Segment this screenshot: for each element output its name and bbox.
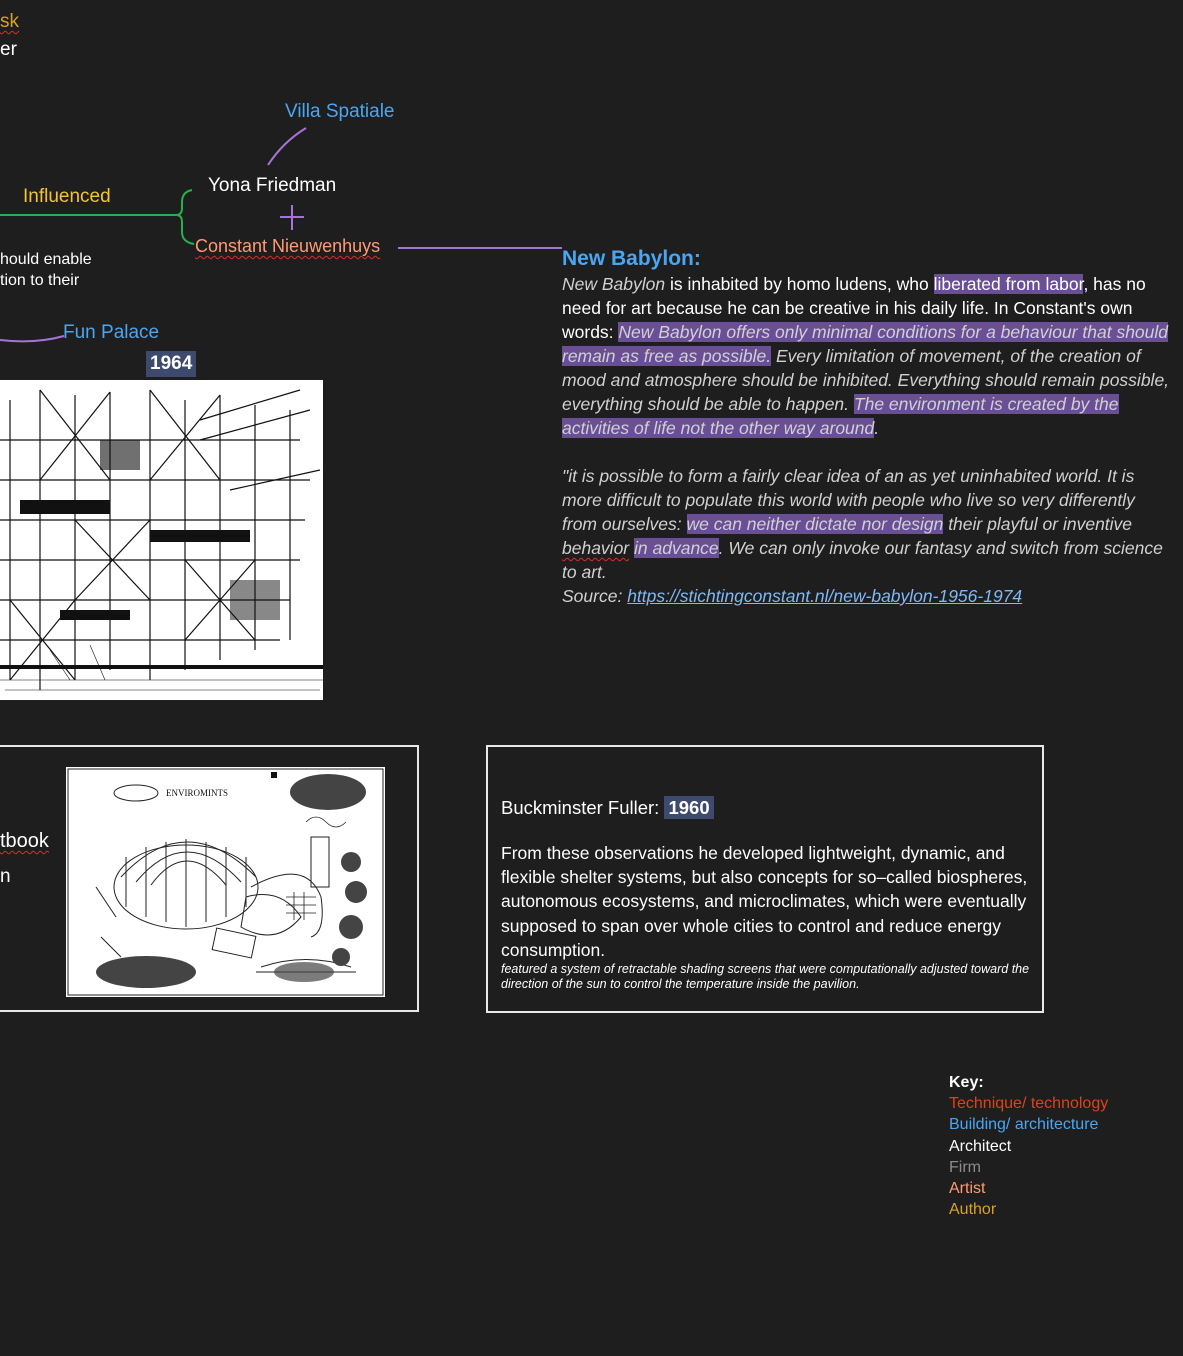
villa-spatiale-connector [268, 128, 306, 165]
legend-item-technique: Technique/ technology [949, 1095, 1109, 1113]
partial-label: er [0, 39, 17, 60]
text-run: , has no need for art because he can be creative in his daily life. In Constant's own words: [562, 274, 1146, 342]
constant-nieuwenhuys-label: Constant Nieuwenhuys [195, 236, 381, 256]
legend-item-artist: Artist [949, 1180, 986, 1198]
yona-friedman-label: Yona Friedman [208, 175, 337, 196]
text-run-behavior: behavior [562, 538, 630, 558]
text-run: . We can only invoke our fantasy and switch from science to art. [562, 538, 1163, 582]
year-badge-1960: 1960 [664, 796, 713, 819]
villa-spatiale-label: Villa Spatiale [285, 101, 395, 122]
legend-title: Key: [949, 1074, 984, 1091]
source-label: Source: [562, 586, 628, 606]
text-run: . [874, 418, 880, 438]
enviromints-title: ENVIROMINTS [166, 788, 228, 798]
buckminster-fuller-content [501, 795, 1031, 992]
enviromints-sketch-image [66, 767, 385, 997]
new-babylon-quote [562, 464, 1170, 584]
partial-label: n [0, 866, 11, 887]
legend-item-author: Author [949, 1201, 997, 1219]
buckminster-fuller-body: From these observations he developed lightweight, dynamic, and flexible shelter systems, but also concepts for so–called biospheres, autonomous ecosystems, and microclimates, which were eventually supposed to span over whole cities to control and reduce energy consumption. [501, 843, 1028, 960]
enviromints-drawing [66, 767, 385, 997]
legend-item-building: Building/ architecture [949, 1116, 1099, 1134]
influenced-label: Influenced [23, 186, 111, 207]
fun-palace-drawing [0, 380, 323, 700]
new-babylon-paragraph [562, 272, 1170, 440]
legend-key [949, 1072, 1108, 1220]
buckminster-fuller-heading [501, 795, 1031, 821]
year-badge-1964: 1964 [146, 351, 196, 377]
buckminster-fuller-label: Buckminster Fuller: [501, 797, 660, 818]
source-link[interactable]: https://stichtingconstant.nl/new-babylon-1956-1974 [627, 586, 1023, 606]
highlight-quote-1: New Babylon offers only minimal conditions for a behaviour that should remain as free as possible. [562, 322, 1169, 366]
highlight-quote-2: The environment is created by the activities of life not the other way around [562, 394, 1119, 438]
new-babylon-note [562, 246, 1170, 608]
legend-item-firm: Firm [949, 1158, 981, 1176]
highlight-advance: in advance [634, 538, 719, 558]
text-run: their playful or inventive [943, 514, 1133, 534]
partial-line-1: hould enable [0, 251, 92, 268]
fun-palace-sketch-image [0, 380, 323, 700]
new-babylon-title: New Babylon: [562, 247, 701, 270]
influence-brace [176, 190, 194, 244]
partial-label-author: sk [0, 11, 19, 32]
source-line [562, 584, 1170, 608]
buckminster-fuller-caption: featured a system of retractable shading screens that were computationally adjusted toward the direction of the sun to control the temperature inside the pavilion. [501, 962, 1030, 992]
text-run: is inhabited by homo ludens, who [665, 274, 929, 294]
fun-palace-connector [0, 336, 64, 341]
text-run: Every limitation of movement, of the creation of mood and atmosphere should be inhibited. Everything should remain possible, everything should be able to happen. [562, 346, 1170, 414]
text-run: "it is possible to form a fairly clear idea of an as yet uninhabited world. It is more difficult to populate this world with people who live so very differently from ourselves: [562, 466, 1135, 534]
fun-palace-label: Fun Palace [63, 322, 160, 343]
partial-label-textbook: tbook [0, 830, 49, 852]
partial-line-2: tion to their [0, 272, 80, 289]
highlight-dictate: we can neither dictate nor design [686, 514, 944, 534]
legend-item-architect: Architect [949, 1137, 1012, 1155]
partial-body-text [0, 249, 92, 291]
new-babylon-italic: New Babylon [562, 274, 666, 294]
highlight-liberated: liberated from labor [933, 274, 1084, 294]
